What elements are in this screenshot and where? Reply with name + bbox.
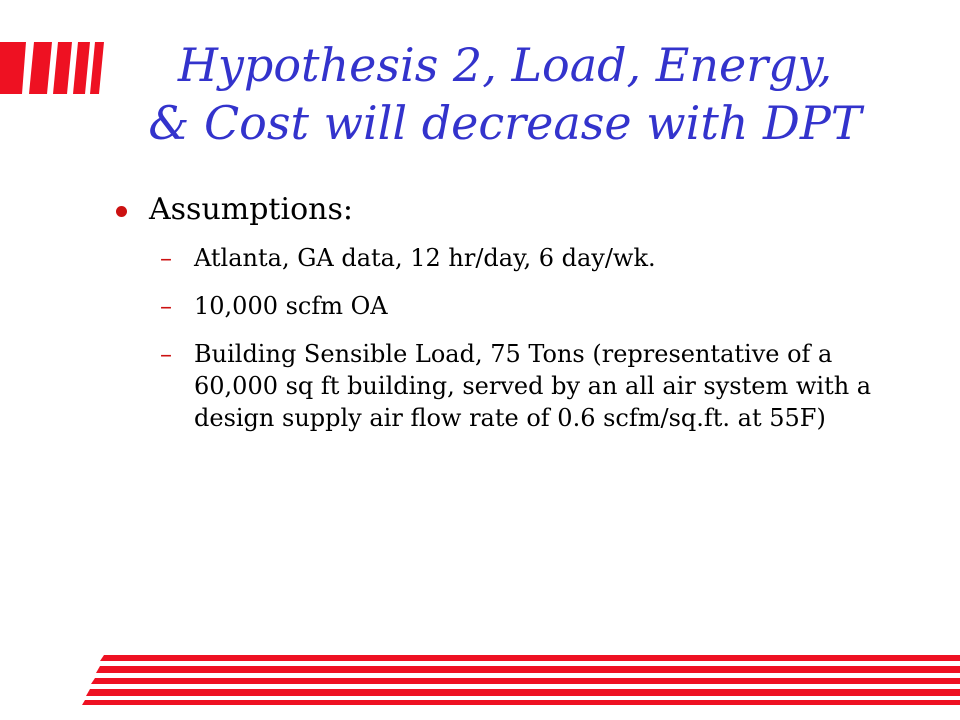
dash-icon: –	[160, 244, 172, 272]
bottom-stripes-decoration	[80, 655, 960, 705]
slide-title	[0, 36, 960, 152]
sub-item-text: Atlanta, GA data, 12 hr/day, 6 day/wk.	[194, 244, 656, 272]
sub-item-location	[160, 242, 916, 274]
sub-list-container	[116, 242, 916, 434]
sub-item-text: 10,000 scfm OA	[194, 292, 388, 320]
bullet-list	[116, 190, 916, 450]
sub-list	[116, 242, 916, 434]
red-dot-icon	[116, 206, 127, 217]
sub-item-text: Building Sensible Load, 75 Tons (representative of a 60,000 sq ft building, served by an all air system with a design supply air flow rate of 0.6 scfm/sq.ft. at 55F)	[194, 340, 872, 432]
dash-icon: –	[160, 340, 172, 368]
title-line-2: & Cost will decrease with DPT	[148, 96, 862, 150]
dash-icon: –	[160, 292, 172, 320]
title-line-1: Hypothesis 2, Load, Energy,	[177, 38, 833, 92]
sub-item-load	[160, 338, 916, 434]
sub-item-airflow	[160, 290, 916, 322]
main-bullet-text: Assumptions:	[149, 192, 353, 227]
main-bullet	[116, 190, 916, 230]
